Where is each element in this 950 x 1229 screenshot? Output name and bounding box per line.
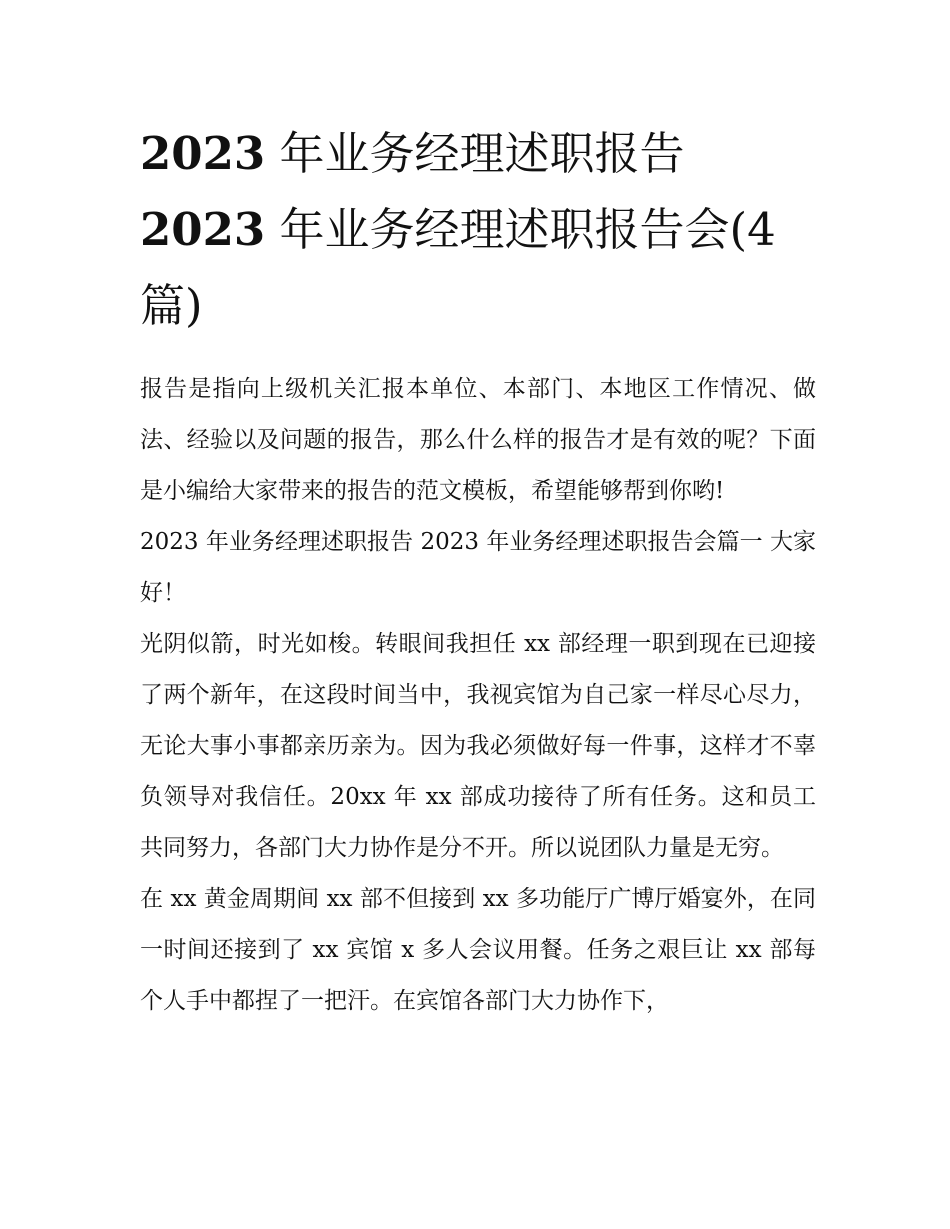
title-year-1: 2023 xyxy=(140,127,266,180)
section-heading-paragraph: 2023 年业务经理述职报告 2023 年业务经理述职报告会篇一 大家好！ xyxy=(140,529,816,606)
title-text-1: 年业务经理述职报告 xyxy=(265,127,685,180)
document-title xyxy=(140,116,816,344)
body-paragraph: 光阴似箭，时光如梭。转眼间我担任 xx 部经理一职到现在已迎接了两个新年，在这段时间当中，我视宾馆为自己家一样尽心尽力，无论大事小事都亲历亲为。因为我必须做好每一件事，这样才不辜负领导对我信任。20xx 年 xx 部成功接待了所有任务。这和员工共同努力，各部门大力协作是分不开。所以说团队力量是无穷。 xyxy=(140,631,816,861)
title-year-2: 2023 xyxy=(140,203,266,256)
title-text-2: 年业务经理述职报告会(4 篇) xyxy=(140,203,776,332)
intro-paragraph: 报告是指向上级机关汇报本单位、本部门、本地区工作情况、做法、经验以及问题的报告，那么什么样的报告才是有效的呢？下面是小编给大家带来的报告的范文模板，希望能够帮到你哟! xyxy=(140,376,816,504)
document-page xyxy=(140,116,816,1027)
body-paragraph: 在 xx 黄金周期间 xx 部不但接到 xx 多功能厅广博厅婚宴外，在同一时间还接到了 xx 宾馆 x 多人会议用餐。任务之艰巨让 xx 部每个人手中都捏了一把汗。在宾馆各部门大力协作下， xyxy=(140,886,816,1014)
